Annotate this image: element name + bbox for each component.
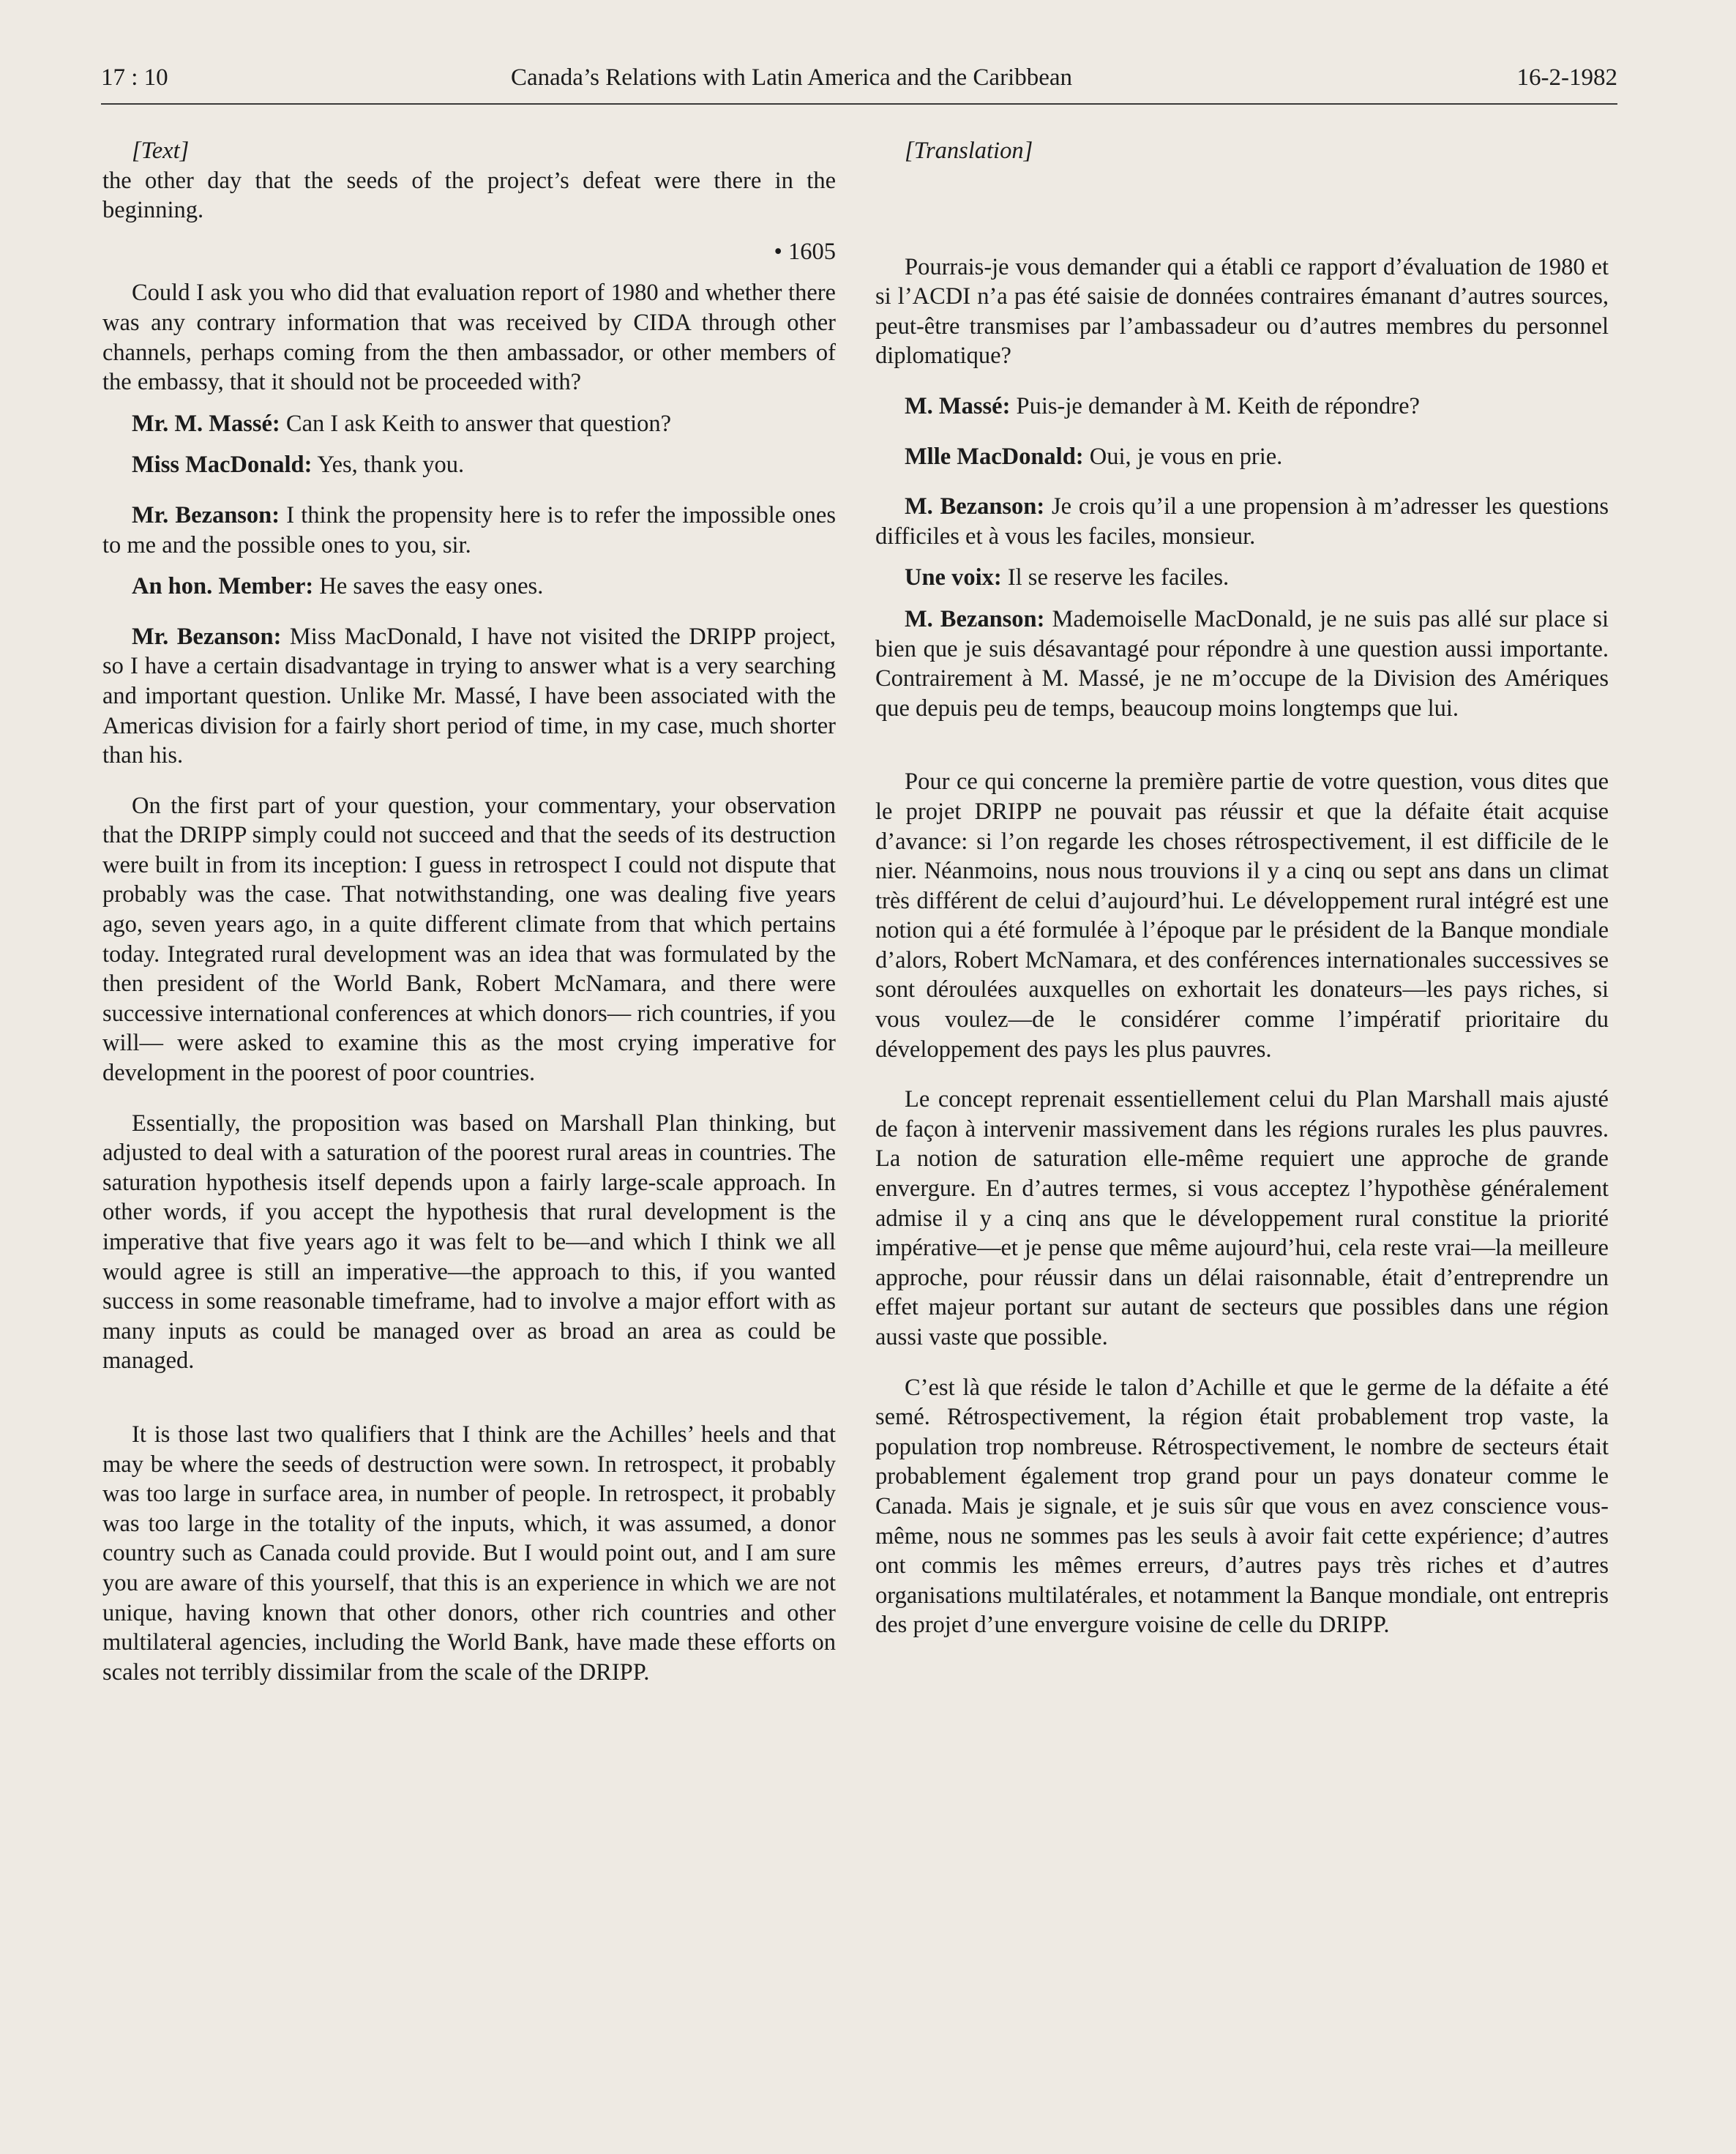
speech-text: Yes, thank you.	[312, 452, 465, 479]
speech-paragraph	[875, 392, 1609, 422]
speech-text: Je crois qu’il a une propension à m’adresser les questions difficiles et à vous les faciles, monsieur.	[875, 493, 1609, 550]
paragraph: Pourrais-je vous demander qui a établi ce rapport d’évaluation de 1980 et si l’ACDI n’a pas été saisie de données contraires émanant d’autres sources, peut-être transmises par l’ambassadeur ou d’autres membres du personnel diplomatique?	[875, 253, 1609, 370]
speaker-name: Mlle MacDonald:	[905, 443, 1084, 470]
speaker-name: Une voix:	[905, 564, 1002, 591]
french-column	[875, 136, 1609, 1640]
speaker-name: Mr. Bezanson:	[132, 501, 280, 528]
paragraph: Pour ce qui concerne la première partie de votre question, vous dites que le projet DRIPP ne pouvait pas réussir et que la défaite était acquise d’avance: si l’on regarde les choses rétrospectivement, il est difficile de le nier. Néanmoins, nous nous trouvions il y a cinq ou sept ans dans un climat très différent de celui d’aujourd’hui. Le développement rural intégré est une notion qui a été formulée à l’époque par le président de la Banque mondiale d’alors, Robert McNamara, et des conférences internationales successives se sont déroulées auxquelles on exhortait les donateurs—les pays riches, si vous voulez—de le considérer comme l’impératif prioritaire du développement des pays les plus pauvres.	[875, 769, 1609, 1063]
paragraph: the other day that the seeds of the project’s defeat were there in the beginning.	[102, 167, 836, 224]
text-label-word: Text	[141, 138, 180, 164]
page-header	[101, 64, 1617, 102]
speaker-name: Miss MacDonald:	[132, 452, 313, 479]
speech-paragraph	[102, 622, 836, 771]
speech-text: He saves the easy ones.	[313, 573, 544, 600]
speech-paragraph	[875, 492, 1609, 551]
translation-label-word: Translation	[913, 138, 1024, 164]
page-number: 17 : 10	[101, 64, 168, 91]
speech-text: Il se reserve les faciles.	[1001, 564, 1230, 591]
paragraph: Could I ask you who did that evaluation report of 1980 and whether there was any contrary information that was received by CIDA through other channels, perhaps coming from the then ambassador, or other members of the embassy, that it should not be proceeded with?	[102, 280, 836, 396]
paragraph: Essentially, the proposition was based on Marshall Plan thinking, but adjusted to deal with a saturation of the poorest rural areas in countries. The saturation hypothesis itself depends upon a fairly large-scale approach. In other words, if you accept the hypothesis that rural development is the imperative that five years ago it was felt to be—and which I think we all would agree is still an imperative—the approach to this, if you wanted success in some reasonable timeframe, had to involve a major effort with as many inputs as could be managed over as broad an area as could be managed.	[102, 1110, 836, 1375]
paragraph: It is those last two qualifiers that I think are the Achilles’ heels and that may be where the seeds of destruction were sown. In retrospect, it probably was too large in surface area, in number of people. In retrospect, it probably was too large in the totality of the inputs, which, it was assumed, a donor country such as Canada could provide. But I would point out, and I am sure you are aware of this yourself, that this is an experience in which we are not unique, having known that other donors, other rich countries and other multilateral agencies, including the World Bank, have made these efforts on scales not terribly dissimilar from the scale of the DRIPP.	[102, 1421, 836, 1686]
speech-text: Miss MacDonald, I have not visited the DRIPP project, so I have a certain disadvantage in trying to answer what is a very searching and important question. Unlike Mr. Massé, I have been associated with the Americas division for a fairly short period of time, in my case, much shorter than his.	[102, 623, 836, 769]
text-label: [Text]	[132, 138, 190, 164]
speech-text: Oui, je vous en prie.	[1083, 443, 1283, 470]
translation-label: [Translation]	[905, 138, 1033, 164]
speech-paragraph	[102, 450, 836, 480]
paragraph: Le concept reprenait essentiellement celui du Plan Marshall mais ajusté de façon à intervenir massivement dans les régions rurales les plus pauvres. La notion de saturation elle-même requiert une approche de grande envergure. En d’autres termes, si vous acceptez l’hypothèse généralement admise il y a cinq ans que le développement rural constitue la priorité impérative—et je pense que même aujourd’hui, cela reste vrai—la meilleure approche, pour réussir dans un délai raisonnable, était d’entreprendre un effet majeur portant sur autant de secteurs que possibles dans une région aussi vaste que possible.	[875, 1086, 1609, 1350]
speech-text: Puis-je demander à M. Keith de répondre?	[1010, 392, 1420, 419]
time-marker: • 1605	[774, 238, 836, 265]
speaker-name: An hon. Member:	[132, 573, 314, 600]
speech-paragraph	[102, 409, 836, 439]
running-title: Canada’s Relations with Latin America and the Caribbean	[511, 64, 1073, 91]
speech-text: I think the propensity here is to refer the impossible ones to me and the possible ones to you, sir.	[102, 501, 836, 558]
speech-paragraph	[875, 563, 1609, 593]
speech-text: Can I ask Keith to answer that question?	[280, 410, 672, 437]
speaker-name: M. Bezanson:	[905, 605, 1045, 632]
speaker-name: Mr. Bezanson:	[132, 623, 282, 650]
paragraph: C’est là que réside le talon d’Achille et que le germe de la défaite a été semé. Rétrospectivement, la région était probablement trop vaste, la population trop nombreuse. Rétrospectivement, le nombre de secteurs était probablement également trop grand pour un pays donateur comme le Canada. Mais je signale, et je suis sûr que vous en avez conscience vous-même, nous ne sommes pas les seuls à avoir fait cette expérience; d’autres ont commis les mêmes erreurs, d’autres pays très riches et d’autres organisations multilatérales, et notamment la Banque mondiale, ont entrepris des projet d’une envergure voisine de celle du DRIPP.	[875, 1374, 1609, 1639]
speech-text: Mademoiselle MacDonald, je ne suis pas allé sur place si bien que je suis désavantagé pour répondre à une question aussi importante. Contrairement à M. Massé, je ne m’occupe de la Division des Amériques que depuis peu de temps, beaucoup moins longtemps que lui.	[875, 605, 1609, 722]
english-column	[102, 136, 836, 1687]
speaker-name: M. Bezanson:	[905, 493, 1045, 520]
header-rule	[101, 103, 1617, 105]
speech-paragraph	[875, 442, 1609, 472]
speech-paragraph	[102, 501, 836, 560]
speaker-name: M. Massé:	[905, 392, 1011, 419]
paragraph: On the first part of your question, your commentary, your observation that the DRIPP simply could not succeed and that the seeds of its destruction were built in from its inception: I guess in retrospect I could not dispute that probably was the case. That notwithstanding, one was dealing five years ago, seven years ago, in a quite different climate from that which pertains today. Integrated rural development was an idea that was formulated by the then president of the World Bank, Robert McNamara, and there were successive international conferences at which donors— rich countries, if you will— were asked to examine this as the most crying imperative for development in the poorest of poor countries.	[102, 792, 836, 1087]
speech-paragraph	[875, 605, 1609, 723]
speaker-name: Mr. M. Massé:	[132, 410, 280, 437]
page-date: 16-2-1982	[1516, 64, 1617, 91]
speech-paragraph	[102, 572, 836, 602]
